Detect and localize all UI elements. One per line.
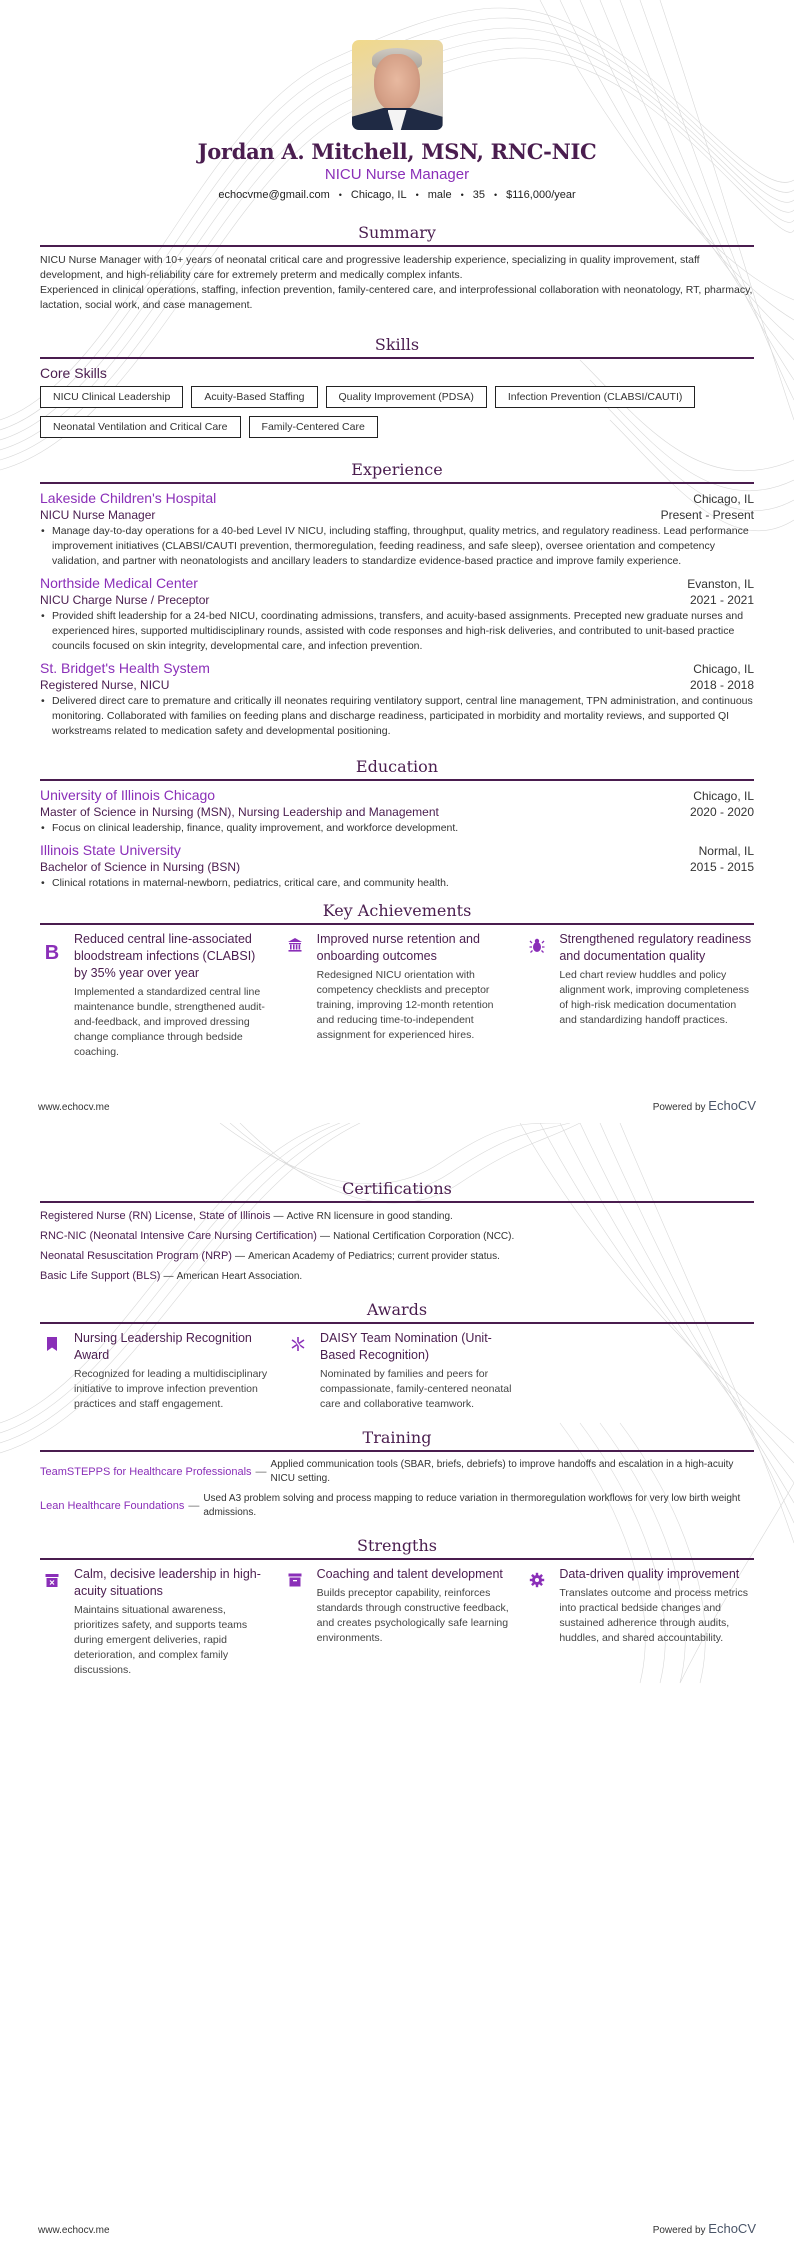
certification-name: Neonatal Resuscitation Program (NRP) bbox=[40, 1250, 232, 1262]
school-name: University of Illinois Chicago bbox=[40, 787, 216, 803]
school-location: Normal, IL bbox=[698, 844, 754, 858]
brand-logo-text[interactable]: EchoCV bbox=[708, 2221, 756, 2236]
footer-site-link[interactable]: www.echocv.me bbox=[38, 1102, 110, 1113]
achievement-card bbox=[40, 931, 269, 1060]
footer-powered-by bbox=[653, 1098, 756, 1113]
employer-name: Lakeside Children's Hospital bbox=[40, 490, 217, 506]
strength-card bbox=[283, 1566, 512, 1678]
gear-icon bbox=[529, 1572, 545, 1588]
section-heading-skills: Skills bbox=[40, 335, 754, 359]
education-entry bbox=[40, 842, 754, 891]
summary-paragraph: Experienced in clinical operations, staffing, infection prevention, family-centered care, and interprofessional collaboration with neonatology, RT, pharmacy, lactation, social work, and case management. bbox=[40, 284, 753, 311]
certification-item bbox=[40, 1209, 754, 1224]
separator-dash: — bbox=[235, 1251, 246, 1262]
separator-dash: — bbox=[255, 1466, 267, 1478]
skill-chip: Neonatal Ventilation and Critical Care bbox=[40, 416, 241, 438]
employer-location: Evanston, IL bbox=[687, 577, 754, 591]
section-heading-certifications: Certifications bbox=[40, 1179, 754, 1203]
strengths-section bbox=[40, 1536, 754, 1678]
separator-dash: — bbox=[320, 1231, 330, 1242]
section-heading-achievements: Key Achievements bbox=[40, 901, 754, 925]
certification-desc: American Heart Association. bbox=[176, 1271, 303, 1282]
certification-name: RNC-NIC (Neonatal Intensive Care Nursing Certification) bbox=[40, 1230, 317, 1242]
degree-name: Master of Science in Nursing (MSN), Nursing Leadership and Management bbox=[40, 805, 439, 819]
employer-name: St. Bridget's Health System bbox=[40, 660, 210, 676]
profile-photo bbox=[352, 40, 443, 130]
job-role: NICU Nurse Manager bbox=[40, 508, 156, 522]
award-card bbox=[40, 1330, 270, 1412]
contact-age: 35 bbox=[472, 189, 485, 201]
achievement-card bbox=[525, 931, 754, 1060]
employer-name: Northside Medical Center bbox=[40, 575, 198, 591]
job-bullet: • Delivered direct care to premature and critically ill neonates requiring ventilatory support, central line management, TPN administration, and continuous monitoring. Collaborated with families on feeding plans and discharge readiness, participated in morbidity and mortality reviews, and supported QI workstreams related to medication safety and developmental positioning. bbox=[40, 694, 754, 739]
certification-desc: American Academy of Pediatrics; current provider status. bbox=[248, 1251, 500, 1262]
awards-section bbox=[40, 1300, 754, 1412]
institution-icon bbox=[287, 937, 303, 953]
certification-item bbox=[40, 1229, 754, 1244]
separator-dash: — bbox=[273, 1211, 284, 1222]
contact-salary: $116,000/year bbox=[506, 189, 576, 201]
separator-dot: • bbox=[460, 190, 464, 200]
contact-line bbox=[40, 189, 754, 201]
brand-logo-text[interactable]: EchoCV bbox=[708, 1098, 756, 1113]
training-item bbox=[40, 1458, 754, 1486]
certification-name: Basic Life Support (BLS) bbox=[40, 1270, 161, 1282]
section-heading-awards: Awards bbox=[40, 1300, 754, 1324]
education-bullet: • Focus on clinical leadership, finance, quality improvement, and workforce development. bbox=[40, 821, 754, 836]
experience-entry bbox=[40, 575, 754, 654]
job-bullet: • Manage day-to-day operations for a 40-bed Level IV NICU, including staffing, throughput, quality metrics, and regulatory readiness. Lead performance improvement initiatives (CLABSI/CAUTI prevention, thermoregulation, feeding readiness, and safe sleep), oversee orientation and competency validation, and partner with neonatologists and ancillary leaders to standardize evidence-based practice and improve family experience. bbox=[40, 524, 754, 569]
job-dates: Present - Present bbox=[660, 508, 754, 522]
separator-dot: • bbox=[493, 190, 498, 200]
bookmark-icon bbox=[44, 1336, 60, 1352]
training-desc: Applied communication tools (SBAR, briefs, debriefs) to improve handoffs and escalation in a high-acuity NICU setting. bbox=[270, 1459, 734, 1484]
skill-chip: Acuity-Based Staffing bbox=[191, 386, 317, 408]
achievement-desc: Led chart review huddles and policy alignment work, improving completeness of high-risk medication documentation and standardizing handoff practices. bbox=[559, 969, 749, 1026]
job-dates: 2018 - 2018 bbox=[689, 678, 754, 692]
school-name: Illinois State University bbox=[40, 842, 181, 858]
achievement-title: Reduced central line-associated bloodstream infections (CLABSI) by 35% year over year bbox=[74, 932, 256, 980]
section-heading-education: Education bbox=[40, 757, 754, 781]
contact-email[interactable]: echocvme@gmail.com bbox=[218, 189, 330, 201]
education-dates: 2015 - 2015 bbox=[689, 860, 754, 874]
achievement-desc: Redesigned NICU orientation with competency checklists and preceptor training, improving 12-month retention and reducing time-to-independent assignment for experienced hires. bbox=[316, 969, 494, 1041]
archive-x-icon bbox=[44, 1572, 60, 1588]
separator-dot: • bbox=[338, 190, 342, 200]
training-name: Lean Healthcare Foundations bbox=[40, 1500, 185, 1512]
achievement-card bbox=[283, 931, 512, 1060]
strength-title: Coaching and talent development bbox=[316, 1567, 503, 1581]
section-heading-experience: Experience bbox=[40, 460, 754, 484]
training-item bbox=[40, 1492, 754, 1520]
candidate-name: Jordan A. Mitchell, MSN, RNC-NIC bbox=[197, 139, 597, 164]
summary-paragraph: NICU Nurse Manager with 10+ years of neonatal critical care and progressive leadership experience, specializing in quality improvement, staff development, and high-reliability care for extremely preterm and medically complex infants. bbox=[40, 254, 700, 281]
strength-desc: Maintains situational awareness, prioritizes safety, and supports teams during emergent deliveries, rapid deterioration, and complex family discussions. bbox=[74, 1604, 248, 1676]
separator-dot: • bbox=[415, 190, 419, 200]
strength-desc: Builds preceptor capability, reinforces standards through constructive feedback, and creates psychologically safe learning environments. bbox=[316, 1587, 509, 1644]
education-dates: 2020 - 2020 bbox=[689, 805, 754, 819]
school-location: Chicago, IL bbox=[693, 789, 754, 803]
job-role: NICU Charge Nurse / Preceptor bbox=[40, 593, 210, 607]
job-role: Registered Nurse, NICU bbox=[40, 678, 170, 692]
achievements-section bbox=[40, 901, 754, 1060]
bug-icon bbox=[529, 937, 545, 953]
award-title: DAISY Team Nomination (Unit-Based Recognition) bbox=[320, 1331, 492, 1362]
strength-title: Data-driven quality improvement bbox=[559, 1567, 740, 1581]
employer-location: Chicago, IL bbox=[693, 492, 754, 506]
separator-dash: — bbox=[188, 1500, 200, 1512]
certifications-section bbox=[40, 1179, 754, 1284]
skill-chip: NICU Clinical Leadership bbox=[40, 386, 183, 408]
page-footer bbox=[38, 2221, 756, 2236]
employer-location: Chicago, IL bbox=[693, 662, 754, 676]
award-desc: Nominated by families and peers for compassionate, family-centered neonatal care and collaborative teamwork. bbox=[320, 1368, 512, 1410]
certification-item bbox=[40, 1249, 754, 1264]
award-title: Nursing Leadership Recognition Award bbox=[74, 1331, 252, 1362]
section-heading-training: Training bbox=[40, 1428, 754, 1452]
strength-desc: Translates outcome and process metrics into practical bedside changes and sustained adherence through audits, huddles, and shared accountability. bbox=[559, 1587, 749, 1644]
education-section bbox=[40, 757, 754, 891]
summary-section bbox=[40, 223, 754, 313]
training-desc: Used A3 problem solving and process mapping to reduce variation in thermoregulation workflows for very low birth weight admissions. bbox=[203, 1493, 741, 1518]
experience-entry bbox=[40, 490, 754, 569]
contact-gender: male bbox=[427, 189, 452, 201]
experience-section bbox=[40, 460, 754, 739]
award-card bbox=[286, 1330, 516, 1412]
degree-name: Bachelor of Science in Nursing (BSN) bbox=[40, 860, 241, 874]
skills-group-label: Core Skills bbox=[40, 365, 107, 381]
resume-header bbox=[40, 0, 754, 201]
achievement-title: Strengthened regulatory readiness and documentation quality bbox=[559, 932, 752, 963]
training-name: TeamSTEPPS for Healthcare Professionals bbox=[40, 1466, 252, 1478]
footer-powered-by bbox=[653, 2221, 756, 2236]
archive-icon bbox=[287, 1572, 303, 1588]
unlink-star-icon bbox=[290, 1336, 306, 1352]
certification-desc: National Certification Corporation (NCC). bbox=[333, 1231, 515, 1242]
strength-card bbox=[40, 1566, 269, 1678]
skills-chip-list bbox=[40, 386, 754, 438]
resume-page-2 bbox=[0, 1123, 794, 2246]
powered-by-label: Powered by bbox=[652, 1102, 706, 1113]
skill-chip: Quality Improvement (PDSA) bbox=[326, 386, 487, 408]
separator-dash: — bbox=[163, 1271, 174, 1282]
page-footer bbox=[38, 1098, 756, 1113]
skill-chip: Infection Prevention (CLABSI/CAUTI) bbox=[495, 386, 696, 408]
strength-card bbox=[525, 1566, 754, 1678]
skills-section bbox=[40, 335, 754, 438]
strength-title: Calm, decisive leadership in high-acuity situations bbox=[74, 1567, 261, 1598]
section-heading-strengths: Strengths bbox=[40, 1536, 754, 1560]
education-entry bbox=[40, 787, 754, 836]
certification-name: Registered Nurse (RN) License, State of Illinois bbox=[40, 1210, 271, 1222]
achievement-title: Improved nurse retention and onboarding outcomes bbox=[316, 932, 480, 963]
contact-location: Chicago, IL bbox=[350, 189, 407, 201]
education-bullet: • Clinical rotations in maternal-newborn, pediatrics, critical care, and community health. bbox=[40, 876, 754, 891]
certification-item bbox=[40, 1269, 754, 1284]
certification-desc: Active RN licensure in good standing. bbox=[286, 1211, 453, 1222]
powered-by-label: Powered by bbox=[652, 2225, 706, 2236]
experience-entry bbox=[40, 660, 754, 739]
candidate-title: NICU Nurse Manager bbox=[324, 166, 470, 183]
training-section bbox=[40, 1428, 754, 1520]
job-bullet: • Provided shift leadership for a 24-bed NICU, coordinating admissions, transfers, and acuity-based assignments. Precepted new graduate nurses and experienced hires, supported multidisciplinary rounds, assisted with code responses and high-risk deliveries, and contributed to unit-based practice councils focused on skin integrity, developmental care, and infection prevention. bbox=[40, 609, 754, 654]
footer-site-link[interactable]: www.echocv.me bbox=[38, 2225, 110, 2236]
skill-chip: Family-Centered Care bbox=[249, 416, 378, 438]
achievement-desc: Implemented a standardized central line maintenance bundle, strengthened audit-and-feedback, and improved dressing change compliance through bedside coaching. bbox=[74, 986, 265, 1058]
section-heading-summary: Summary bbox=[40, 223, 754, 247]
award-desc: Recognized for leading a multidisciplinary initiative to improve infection prevention practices and staff engagement. bbox=[74, 1368, 268, 1410]
job-dates: 2021 - 2021 bbox=[689, 593, 754, 607]
letter-b-icon: B bbox=[44, 942, 60, 964]
